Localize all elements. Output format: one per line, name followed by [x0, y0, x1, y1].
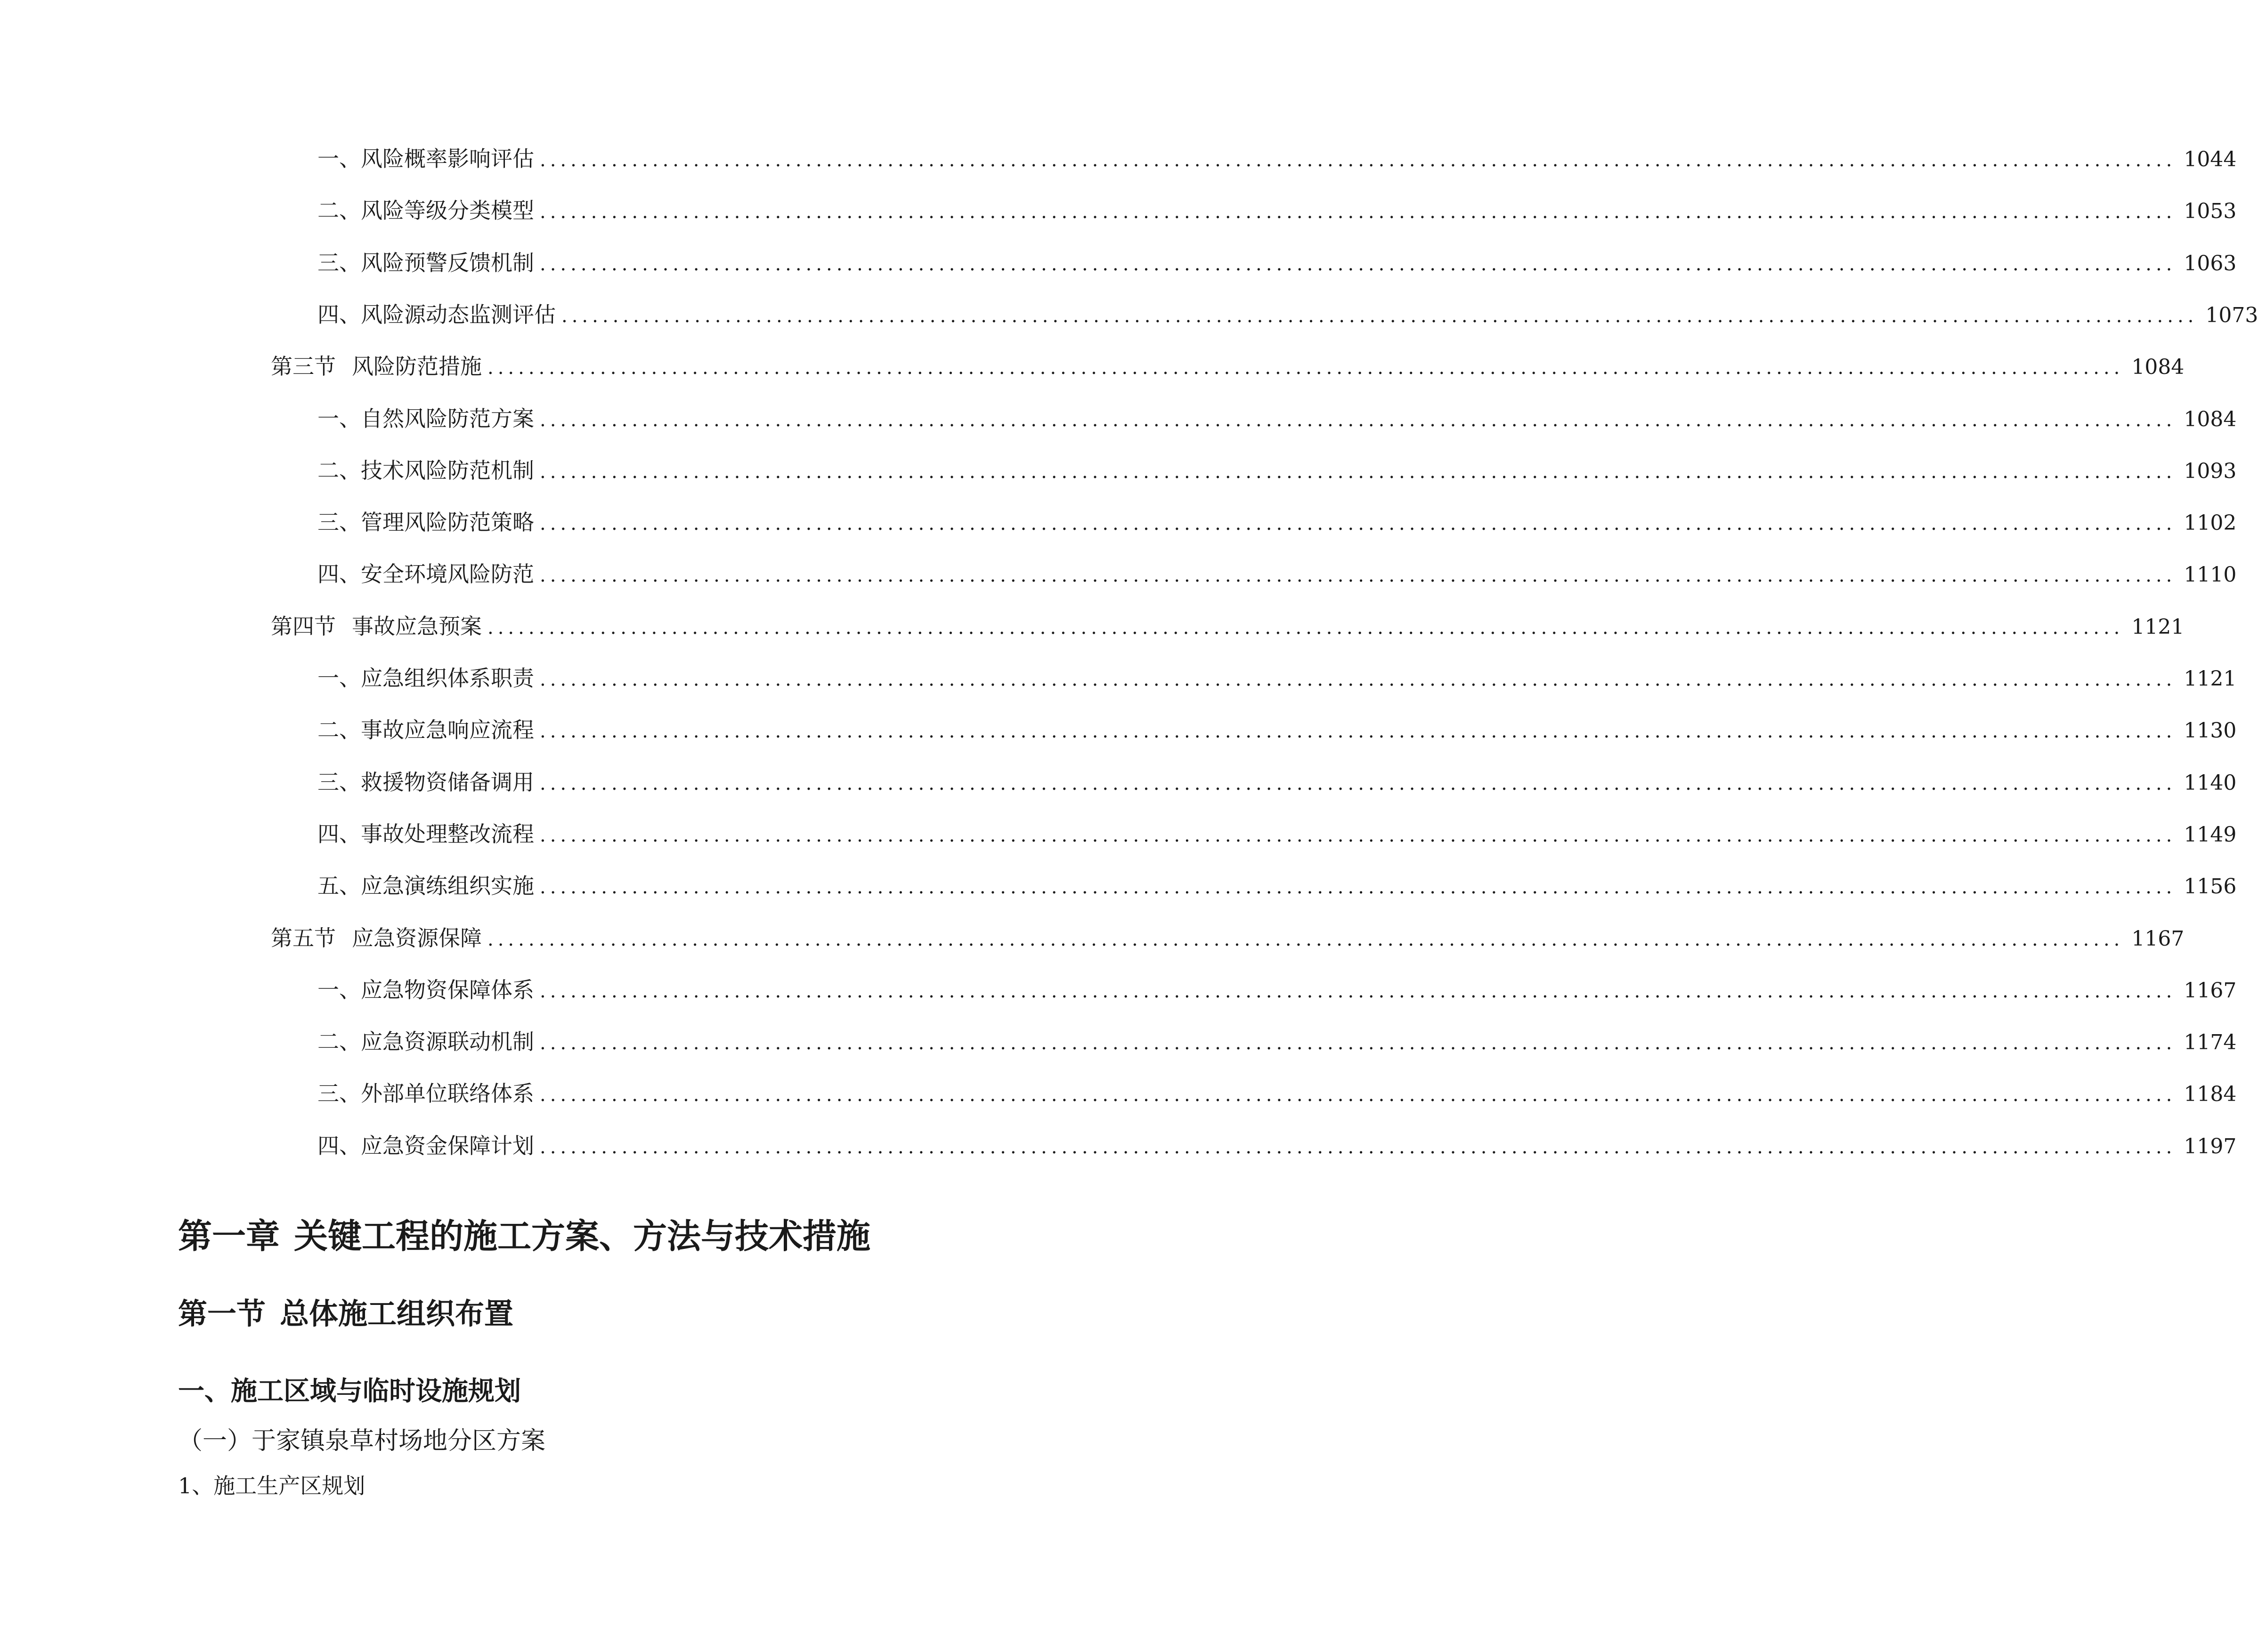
toc-page-number: 1110 [2184, 563, 2237, 587]
toc-entry-title: 风险预警反馈机制 [361, 250, 534, 275]
section-title: 总体施工组织布置 [280, 1296, 514, 1331]
toc-page-number: 1102 [2184, 511, 2237, 535]
toc-item-entry[interactable] [317, 652, 2237, 704]
toc-dot-leader: ................................................................................................................................................................ [540, 565, 2177, 586]
toc-dot-leader: ................................................................................................................................................................ [561, 305, 2198, 327]
toc-entry-title: 风险源动态监测评估 [361, 302, 556, 327]
toc-page-number: 1167 [2184, 979, 2237, 1003]
toc-item-entry[interactable] [317, 1068, 2237, 1119]
toc-section-entry[interactable] [271, 600, 2185, 652]
toc-item-entry[interactable] [317, 237, 2237, 289]
toc-dot-leader: ................................................................................................................................................................ [540, 461, 2177, 483]
section-label: 第一节 [178, 1296, 266, 1331]
toc-section-label: 第四节 [271, 614, 336, 639]
toc-page-number: 1053 [2184, 199, 2237, 223]
toc-entry-title: 事故应急预案 [352, 614, 482, 639]
toc-dot-leader: ................................................................................................................................................................ [540, 149, 2177, 171]
toc-section-label: 第三节 [271, 354, 336, 379]
toc-item-entry[interactable] [317, 289, 2258, 340]
toc-entry-title: 自然风险防范方案 [361, 406, 534, 431]
toc-entry-title: 救援物资储备调用 [361, 769, 534, 795]
toc-page-number: 1044 [2184, 147, 2237, 171]
toc-dot-leader: ................................................................................................................................................................ [540, 409, 2177, 431]
toc-item-number: 二、 [317, 1029, 361, 1054]
toc-entry-title: 应急演练组织实施 [361, 873, 534, 899]
toc-dot-leader: ................................................................................................................................................................ [540, 1032, 2177, 1054]
toc-entry-title: 事故应急响应流程 [361, 717, 534, 743]
toc-item-number: 四、 [317, 302, 361, 327]
toc-item-entry[interactable] [317, 496, 2237, 548]
toc-entry-title: 应急资源联动机制 [361, 1029, 534, 1054]
toc-page-number: 1197 [2184, 1134, 2237, 1158]
toc-entry-title: 应急组织体系职责 [361, 665, 534, 691]
toc-item-entry[interactable] [317, 964, 2237, 1016]
toc-entry-title: 事故处理整改流程 [361, 821, 534, 847]
subsection-heading: 一、施工区域与临时设施规划 [178, 1376, 521, 1407]
toc-entry-title: 管理风险防范策略 [361, 510, 534, 535]
toc-page-number: 1174 [2184, 1030, 2237, 1054]
toc-entry-title: 技术风险防范机制 [361, 458, 534, 483]
toc-item-entry[interactable] [317, 548, 2237, 600]
toc-page-number: 1121 [2131, 615, 2185, 639]
toc-item-number: 一、 [317, 406, 361, 431]
paragraph-heading: （一）于家镇泉草村场地分区方案 [178, 1427, 546, 1455]
toc-dot-leader: ................................................................................................................................................................ [487, 617, 2124, 639]
toc-page-number: 1093 [2184, 459, 2237, 483]
toc-item-number: 四、 [317, 1133, 361, 1158]
toc-entry-title: 应急资金保障计划 [361, 1133, 534, 1158]
toc-entry-title: 风险防范措施 [352, 354, 482, 379]
toc-item-entry[interactable] [317, 445, 2237, 496]
toc-item-entry[interactable] [317, 185, 2237, 236]
toc-dot-leader: ................................................................................................................................................................ [540, 876, 2177, 898]
toc-item-number: 四、 [317, 561, 361, 587]
toc-item-number: 五、 [317, 873, 361, 899]
toc-item-entry[interactable] [317, 1120, 2237, 1172]
toc-item-entry[interactable] [317, 808, 2237, 860]
toc-dot-leader: ................................................................................................................................................................ [540, 721, 2177, 742]
toc-item-entry[interactable] [317, 704, 2237, 756]
toc-section-entry[interactable] [271, 912, 2185, 964]
toc-dot-leader: ................................................................................................................................................................ [487, 357, 2124, 379]
toc-item-number: 三、 [317, 1081, 361, 1106]
toc-item-number: 二、 [317, 198, 361, 223]
toc-page-number: 1063 [2184, 251, 2237, 275]
toc-entry-title: 风险等级分类模型 [361, 198, 534, 223]
toc-page-number: 1084 [2131, 355, 2185, 379]
toc-dot-leader: ................................................................................................................................................................ [540, 669, 2177, 690]
toc-item-number: 三、 [317, 250, 361, 275]
chapter-label: 第一章 [178, 1216, 280, 1256]
toc-page-number: 1156 [2184, 875, 2237, 899]
toc-item-entry[interactable] [317, 1016, 2237, 1068]
toc-dot-leader: ................................................................................................................................................................ [540, 513, 2177, 534]
toc-item-number: 一、 [317, 977, 361, 1003]
toc-section-label: 第五节 [271, 925, 336, 951]
toc-entry-title: 外部单位联络体系 [361, 1081, 534, 1106]
toc-page-number: 1084 [2184, 407, 2237, 431]
toc-page-number: 1073 [2205, 303, 2258, 327]
item-heading: 1、施工生产区规划 [178, 1473, 366, 1498]
toc-dot-leader: ................................................................................................................................................................ [540, 980, 2177, 1002]
toc-item-entry[interactable] [317, 860, 2237, 912]
chapter-heading [178, 1213, 870, 1260]
toc-item-number: 三、 [317, 510, 361, 535]
toc-dot-leader: ................................................................................................................................................................ [540, 825, 2177, 846]
toc-item-entry[interactable] [317, 133, 2237, 185]
toc-page-number: 1140 [2184, 771, 2237, 795]
toc-page-number: 1167 [2131, 927, 2185, 951]
toc-page-number: 1130 [2184, 719, 2237, 743]
toc-dot-leader: ................................................................................................................................................................ [540, 773, 2177, 794]
toc-item-number: 二、 [317, 717, 361, 743]
toc-entry-title: 应急资源保障 [352, 925, 482, 951]
toc-section-entry[interactable] [271, 340, 2185, 392]
toc-entry-title: 风险概率影响评估 [361, 146, 534, 171]
toc-item-entry[interactable] [317, 756, 2237, 808]
toc-page-number: 1121 [2184, 667, 2237, 691]
toc-entry-title: 应急物资保障体系 [361, 977, 534, 1003]
toc-page-number: 1149 [2184, 823, 2237, 847]
toc-dot-leader: ................................................................................................................................................................ [540, 1084, 2177, 1106]
toc-item-entry[interactable] [317, 393, 2237, 445]
toc-item-number: 一、 [317, 665, 361, 691]
toc-item-number: 四、 [317, 821, 361, 847]
toc-dot-leader: ................................................................................................................................................................ [540, 201, 2177, 223]
toc-item-number: 一、 [317, 146, 361, 171]
toc-dot-leader: ................................................................................................................................................................ [540, 1136, 2177, 1158]
toc-entry-title: 安全环境风险防范 [361, 561, 534, 587]
toc-item-number: 三、 [317, 769, 361, 795]
toc-page-number: 1184 [2184, 1082, 2237, 1106]
chapter-title: 关键工程的施工方案、方法与技术措施 [294, 1216, 871, 1256]
toc-dot-leader: ................................................................................................................................................................ [487, 929, 2124, 950]
toc-item-number: 二、 [317, 458, 361, 483]
section-heading [178, 1293, 513, 1335]
toc-dot-leader: ................................................................................................................................................................ [540, 253, 2177, 275]
